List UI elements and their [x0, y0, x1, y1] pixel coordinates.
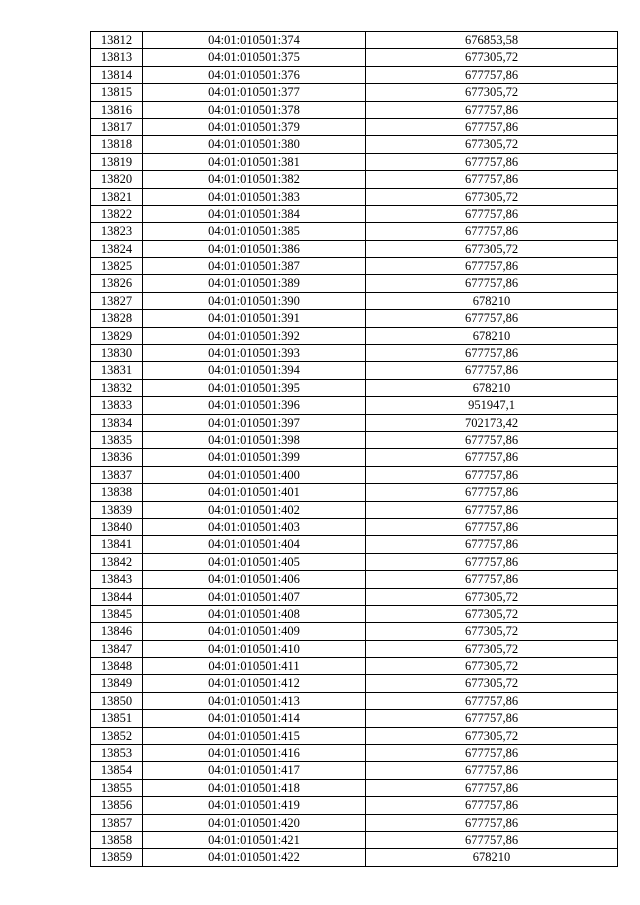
row-number-cell: 13834: [91, 414, 143, 431]
table-row: [91, 797, 618, 814]
table-row: [91, 362, 618, 379]
row-number-cell: 13823: [91, 223, 143, 240]
row-number-cell: 13852: [91, 727, 143, 744]
value-cell: 677757,86: [366, 814, 618, 831]
value-cell: 677305,72: [366, 605, 618, 622]
cadastral-number-cell: 04:01:010501:394: [143, 362, 366, 379]
cadastral-number-cell: 04:01:010501:381: [143, 153, 366, 170]
row-number-cell: 13815: [91, 84, 143, 101]
row-number-cell: 13859: [91, 849, 143, 866]
row-number-cell: 13821: [91, 188, 143, 205]
table-row: [91, 258, 618, 275]
value-cell: 677757,86: [366, 518, 618, 535]
cadastral-number-cell: 04:01:010501:406: [143, 571, 366, 588]
table-row: [91, 188, 618, 205]
cadastral-number-cell: 04:01:010501:410: [143, 640, 366, 657]
row-number-cell: 13827: [91, 292, 143, 309]
value-cell: 677305,72: [366, 588, 618, 605]
cadastral-number-cell: 04:01:010501:417: [143, 762, 366, 779]
row-number-cell: 13844: [91, 588, 143, 605]
cadastral-number-cell: 04:01:010501:392: [143, 327, 366, 344]
cadastral-number-cell: 04:01:010501:419: [143, 797, 366, 814]
value-cell: 677305,72: [366, 640, 618, 657]
row-number-cell: 13846: [91, 623, 143, 640]
cadastral-number-cell: 04:01:010501:415: [143, 727, 366, 744]
value-cell: 677757,86: [366, 466, 618, 483]
value-cell: 677757,86: [366, 66, 618, 83]
value-cell: 951947,1: [366, 397, 618, 414]
cadastral-number-cell: 04:01:010501:385: [143, 223, 366, 240]
row-number-cell: 13822: [91, 205, 143, 222]
table-row: [91, 745, 618, 762]
table-row: [91, 431, 618, 448]
cadastral-number-cell: 04:01:010501:395: [143, 379, 366, 396]
row-number-cell: 13817: [91, 118, 143, 135]
table-row: [91, 327, 618, 344]
cadastral-number-cell: 04:01:010501:409: [143, 623, 366, 640]
table-row: [91, 553, 618, 570]
row-number-cell: 13855: [91, 779, 143, 796]
value-cell: 677757,86: [366, 101, 618, 118]
cadastral-number-cell: 04:01:010501:408: [143, 605, 366, 622]
value-cell: 677305,72: [366, 188, 618, 205]
value-cell: 677757,86: [366, 153, 618, 170]
cadastral-number-cell: 04:01:010501:378: [143, 101, 366, 118]
row-number-cell: 13836: [91, 449, 143, 466]
table-row: [91, 292, 618, 309]
row-number-cell: 13841: [91, 536, 143, 553]
value-cell: 677305,72: [366, 136, 618, 153]
value-cell: 677305,72: [366, 240, 618, 257]
cadastral-number-cell: 04:01:010501:382: [143, 171, 366, 188]
value-cell: 678210: [366, 379, 618, 396]
row-number-cell: 13835: [91, 431, 143, 448]
cadastral-number-cell: 04:01:010501:396: [143, 397, 366, 414]
cadastral-number-cell: 04:01:010501:414: [143, 710, 366, 727]
cadastral-number-cell: 04:01:010501:402: [143, 501, 366, 518]
value-cell: 677305,72: [366, 675, 618, 692]
table-row: [91, 623, 618, 640]
table-row: [91, 379, 618, 396]
cadastral-number-cell: 04:01:010501:407: [143, 588, 366, 605]
value-cell: 677305,72: [366, 623, 618, 640]
table-row: [91, 153, 618, 170]
cadastral-number-cell: 04:01:010501:400: [143, 466, 366, 483]
value-cell: 678210: [366, 327, 618, 344]
value-cell: 677757,86: [366, 310, 618, 327]
value-cell: 677757,86: [366, 118, 618, 135]
row-number-cell: 13849: [91, 675, 143, 692]
cadastral-number-cell: 04:01:010501:374: [143, 32, 366, 49]
table-row: [91, 814, 618, 831]
row-number-cell: 13847: [91, 640, 143, 657]
value-cell: 702173,42: [366, 414, 618, 431]
cadastral-number-cell: 04:01:010501:418: [143, 779, 366, 796]
cadastral-number-cell: 04:01:010501:398: [143, 431, 366, 448]
value-cell: 677757,86: [366, 571, 618, 588]
cadastral-number-cell: 04:01:010501:387: [143, 258, 366, 275]
table-row: [91, 118, 618, 135]
table-body: [91, 32, 618, 867]
value-cell: 677757,86: [366, 501, 618, 518]
table-row: [91, 101, 618, 118]
table-row: [91, 831, 618, 848]
cadastral-number-cell: 04:01:010501:375: [143, 49, 366, 66]
row-number-cell: 13826: [91, 275, 143, 292]
table-row: [91, 640, 618, 657]
row-number-cell: 13829: [91, 327, 143, 344]
row-number-cell: 13828: [91, 310, 143, 327]
value-cell: 677757,86: [366, 258, 618, 275]
row-number-cell: 13818: [91, 136, 143, 153]
table-row: [91, 136, 618, 153]
cadastral-number-cell: 04:01:010501:386: [143, 240, 366, 257]
cadastral-number-cell: 04:01:010501:404: [143, 536, 366, 553]
value-cell: 677757,86: [366, 779, 618, 796]
value-cell: 677305,72: [366, 658, 618, 675]
row-number-cell: 13812: [91, 32, 143, 49]
table-row: [91, 536, 618, 553]
row-number-cell: 13839: [91, 501, 143, 518]
table-row: [91, 710, 618, 727]
table-row: [91, 223, 618, 240]
value-cell: 677757,86: [366, 831, 618, 848]
row-number-cell: 13840: [91, 518, 143, 535]
value-cell: 677757,86: [366, 553, 618, 570]
table-row: [91, 658, 618, 675]
table-row: [91, 762, 618, 779]
row-number-cell: 13850: [91, 692, 143, 709]
table-row: [91, 727, 618, 744]
table-row: [91, 171, 618, 188]
row-number-cell: 13820: [91, 171, 143, 188]
value-cell: 677757,86: [366, 362, 618, 379]
value-cell: 677757,86: [366, 536, 618, 553]
table-row: [91, 345, 618, 362]
table-row: [91, 605, 618, 622]
row-number-cell: 13842: [91, 553, 143, 570]
row-number-cell: 13813: [91, 49, 143, 66]
table-row: [91, 414, 618, 431]
row-number-cell: 13825: [91, 258, 143, 275]
value-cell: 676853,58: [366, 32, 618, 49]
table-row: [91, 466, 618, 483]
value-cell: 677757,86: [366, 710, 618, 727]
row-number-cell: 13837: [91, 466, 143, 483]
cadastral-number-cell: 04:01:010501:412: [143, 675, 366, 692]
row-number-cell: 13831: [91, 362, 143, 379]
value-cell: 677757,86: [366, 692, 618, 709]
value-cell: 677305,72: [366, 727, 618, 744]
value-cell: 677757,86: [366, 171, 618, 188]
value-cell: 677757,86: [366, 345, 618, 362]
table-row: [91, 518, 618, 535]
value-cell: 677757,86: [366, 205, 618, 222]
cadastral-number-cell: 04:01:010501:389: [143, 275, 366, 292]
table-row: [91, 849, 618, 866]
table-row: [91, 449, 618, 466]
value-cell: 677305,72: [366, 49, 618, 66]
cadastral-number-cell: 04:01:010501:397: [143, 414, 366, 431]
cadastral-number-cell: 04:01:010501:422: [143, 849, 366, 866]
cadastral-number-cell: 04:01:010501:391: [143, 310, 366, 327]
cadastral-number-cell: 04:01:010501:401: [143, 484, 366, 501]
row-number-cell: 13814: [91, 66, 143, 83]
table-row: [91, 588, 618, 605]
table-row: [91, 310, 618, 327]
cadastral-number-cell: 04:01:010501:403: [143, 518, 366, 535]
cadastral-number-cell: 04:01:010501:377: [143, 84, 366, 101]
value-cell: 677757,86: [366, 484, 618, 501]
cadastral-value-table: [90, 31, 618, 867]
table-row: [91, 49, 618, 66]
row-number-cell: 13819: [91, 153, 143, 170]
table-row: [91, 205, 618, 222]
row-number-cell: 13845: [91, 605, 143, 622]
table-row: [91, 501, 618, 518]
cadastral-number-cell: 04:01:010501:413: [143, 692, 366, 709]
table-row: [91, 397, 618, 414]
row-number-cell: 13848: [91, 658, 143, 675]
cadastral-number-cell: 04:01:010501:376: [143, 66, 366, 83]
row-number-cell: 13857: [91, 814, 143, 831]
row-number-cell: 13854: [91, 762, 143, 779]
cadastral-number-cell: 04:01:010501:379: [143, 118, 366, 135]
row-number-cell: 13832: [91, 379, 143, 396]
table-row: [91, 571, 618, 588]
table-row: [91, 240, 618, 257]
cadastral-number-cell: 04:01:010501:420: [143, 814, 366, 831]
cadastral-number-cell: 04:01:010501:384: [143, 205, 366, 222]
value-cell: 677757,86: [366, 223, 618, 240]
table-row: [91, 675, 618, 692]
row-number-cell: 13851: [91, 710, 143, 727]
cadastral-number-cell: 04:01:010501:390: [143, 292, 366, 309]
cadastral-number-cell: 04:01:010501:399: [143, 449, 366, 466]
cadastral-number-cell: 04:01:010501:393: [143, 345, 366, 362]
table-row: [91, 84, 618, 101]
row-number-cell: 13824: [91, 240, 143, 257]
cadastral-number-cell: 04:01:010501:421: [143, 831, 366, 848]
row-number-cell: 13843: [91, 571, 143, 588]
cadastral-number-cell: 04:01:010501:416: [143, 745, 366, 762]
row-number-cell: 13833: [91, 397, 143, 414]
value-cell: 677757,86: [366, 431, 618, 448]
table-row: [91, 779, 618, 796]
value-cell: 677757,86: [366, 797, 618, 814]
cadastral-number-cell: 04:01:010501:383: [143, 188, 366, 205]
value-cell: 677757,86: [366, 745, 618, 762]
value-cell: 677757,86: [366, 275, 618, 292]
value-cell: 678210: [366, 292, 618, 309]
table-row: [91, 32, 618, 49]
cadastral-number-cell: 04:01:010501:405: [143, 553, 366, 570]
row-number-cell: 13858: [91, 831, 143, 848]
row-number-cell: 13856: [91, 797, 143, 814]
table-row: [91, 692, 618, 709]
table-row: [91, 275, 618, 292]
value-cell: 677305,72: [366, 84, 618, 101]
row-number-cell: 13830: [91, 345, 143, 362]
value-cell: 677757,86: [366, 762, 618, 779]
row-number-cell: 13838: [91, 484, 143, 501]
cadastral-number-cell: 04:01:010501:380: [143, 136, 366, 153]
table-row: [91, 66, 618, 83]
row-number-cell: 13853: [91, 745, 143, 762]
row-number-cell: 13816: [91, 101, 143, 118]
table-row: [91, 484, 618, 501]
value-cell: 678210: [366, 849, 618, 866]
cadastral-number-cell: 04:01:010501:411: [143, 658, 366, 675]
value-cell: 677757,86: [366, 449, 618, 466]
